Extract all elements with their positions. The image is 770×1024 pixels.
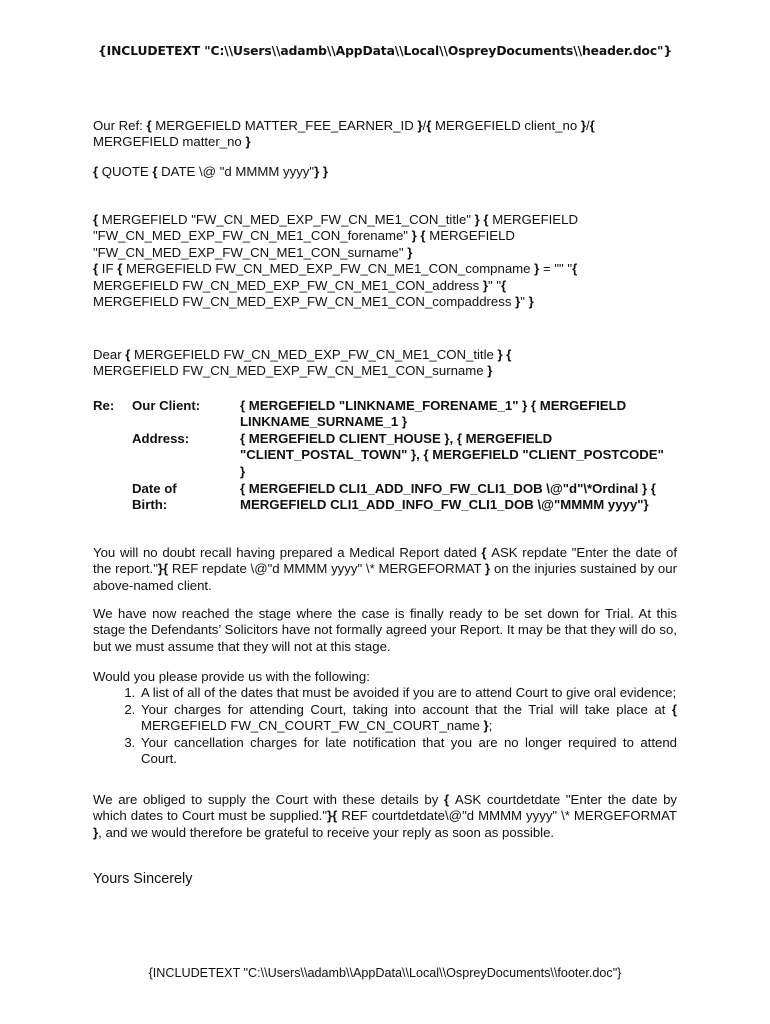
paragraph-medical-report: You will no doubt recall having prepared a Medical Report dated { ASK repdate "Enter the date of the report."}{ REF repdate \@"d MMMM yyyy" \* MERGEFORMAT } on the injuries sustained by our above-named client. [93,545,677,593]
recipient-address [93,212,677,310]
client-value: { MERGEFIELD "LINKNAME_FORENAME_1" } { MERGEFIELD LINKNAME_SURNAME_1 } [240,398,627,430]
paragraph-requests [93,669,677,767]
field-brace: {INCLUDETEXT "C:\\Users\\adamb\\AppData\\Local\\OspreyDocuments\\header.doc"} [97,44,673,58]
client-label: Our Client: [132,398,201,413]
date-field: { QUOTE { DATE \@ "d MMMM yyyy"} } [93,164,329,179]
address-label: Address: [132,431,190,446]
re-label: Re: [93,398,115,413]
address-line: MERGEFIELD FW_CN_MED_EXP_FW_CN_ME1_CON_address }" "{ [93,277,507,293]
requests-list [93,685,677,767]
closing-signoff: Yours Sincerely [93,871,193,887]
our-reference: Our Ref: { MERGEFIELD MATTER_FEE_EARNER_ID }/{ MERGEFIELD client_no }/{ MERGEFIELD matter_no } [93,118,595,150]
address-line: MERGEFIELD FW_CN_MED_EXP_FW_CN_ME1_CON_compaddress }" } [93,294,534,310]
list-item: 3. Your cancellation charges for late notification that you are no longer required to attend Court. [139,735,677,768]
dob-value: { MERGEFIELD CLI1_ADD_INFO_FW_CLI1_DOB \@"d"\*Ordinal } { MERGEFIELD CLI1_ADD_INFO_FW_CLI1_DOB \@"MMMM yyyy"} [240,481,656,513]
address-value: { MERGEFIELD CLIENT_HOUSE }, { MERGEFIELD "CLIENT_POSTAL_TOWN" }, { MERGEFIELD "CLIENT_POSTCODE" } [240,431,664,479]
address-line: { MERGEFIELD "FW_CN_MED_EXP_FW_CN_ME1_CON_title" } { MERGEFIELD [93,212,578,227]
footer-include-field [0,966,770,980]
paragraph-trial-stage: We have now reached the stage where the case is finally ready to be set down for Trial. At this stage the Defendants’ Solicitors have not formally agreed your Report. It may be that they will do so, but we must assume that they will not at this stage. [93,606,677,654]
address-line: "FW_CN_MED_EXP_FW_CN_ME1_CON_forename" } { MERGEFIELD [93,228,515,244]
paragraph-court-details: We are obliged to supply the Court with these details by { ASK courtdetdate "Enter the date by which dates to Court must be supplied."}{ REF courtdetdate\@"d MMMM yyyy" \* MERGEFORMAT }, and we would therefore be grateful to receive your reply as soon as possible. [93,792,678,840]
footer-field-text: {INCLUDETEXT "C:\\Users\\adamb\\AppData\\Local\\OspreyDocuments\\footer.doc"} [148,966,622,980]
address-line: "FW_CN_MED_EXP_FW_CN_ME1_CON_surname" } [93,244,413,260]
dob-label: Date of Birth: [132,481,177,513]
requests-intro: Would you please provide us with the following: [93,669,370,684]
list-item: 1. A list of all of the dates that must be avoided if you are to attend Court to give oral evidence; [139,685,677,701]
header-include-field [0,44,770,58]
list-item: 2. Your charges for attending Court, taking into account that the Trial will take place at { MERGEFIELD FW_CN_COURT_FW_CN_COURT_name }; [139,702,677,735]
address-line: { IF { MERGEFIELD FW_CN_MED_EXP_FW_CN_ME1_CON_compname } = "" "{ [93,261,578,277]
salutation: Dear { MERGEFIELD FW_CN_MED_EXP_FW_CN_ME1_CON_title } { MERGEFIELD FW_CN_MED_EXP_FW_CN_ME1_CON_surname } [93,347,512,379]
